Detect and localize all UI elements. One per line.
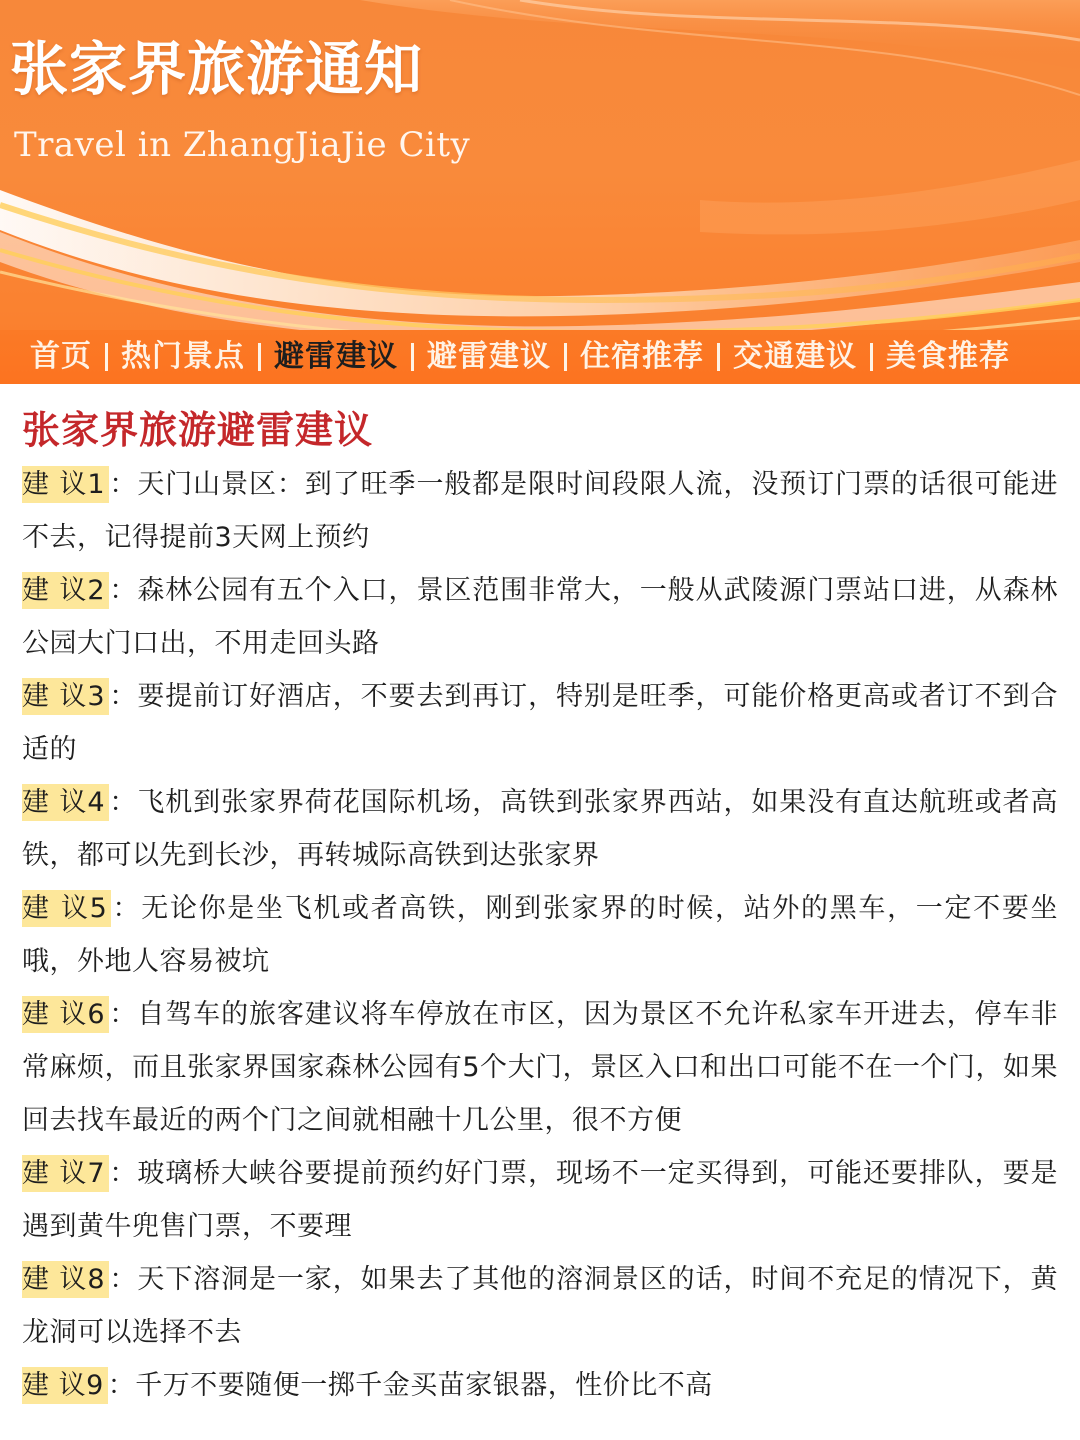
tip-text: 自驾车的旅客建议将车停放在市区，因为景区不允许私家车开进去，停车非常麻烦，而且张家界国家森林公园有5个大门，景区入口和出口可能不在一个门，如果回去找车最近的两个门之间就相融十几公里，很不方便 <box>22 999 1059 1136</box>
nav-divider <box>411 343 414 371</box>
tip-item: 建 议6 ：自驾车的旅客建议将车停放在市区，因为景区不允许私家车开进去，停车非常麻烦，而且张家界国家森林公园有5个大门，景区入口和出口可能不在一个门，如果回去找车最近的两个门之间就相融十几公里，很不方便 <box>22 988 1058 1147</box>
tip-item: 建 议9 ：千万不要随便一掷千金买苗家银器，性价比不高 <box>22 1359 1058 1412</box>
tip-label: 建 议5 <box>22 890 111 927</box>
tip-item: 建 议3 ：要提前订好酒店，不要去到再订，特别是旺季，可能价格更高或者订不到合适的 <box>22 670 1058 776</box>
nav-item-food[interactable]: 美食推荐 <box>886 339 1010 374</box>
tip-label: 建 议4 <box>22 784 109 821</box>
tip-text: 森林公园有五个入口，景区范围非常大，一般从武陵源门票站口进，从森林公园大门口出，不用走回头路 <box>22 575 1059 659</box>
tip-label: 建 议8 <box>22 1261 109 1298</box>
header-banner <box>0 0 1080 384</box>
tip-item: 建 议8 ：天下溶洞是一家，如果去了其他的溶洞景区的话，时间不充足的情况下，黄龙洞可以选择不去 <box>22 1253 1058 1359</box>
nav-item-avoid-tips-active[interactable]: 避雷建议 <box>274 339 398 374</box>
tip-label: 建 议9 <box>22 1367 108 1404</box>
content-area <box>0 384 1080 1440</box>
nav-divider <box>258 343 261 371</box>
tip-label: 建 议6 <box>22 996 109 1033</box>
tips-list <box>22 458 1058 1412</box>
nav-divider <box>564 343 567 371</box>
tip-label: 建 议2 <box>22 572 109 609</box>
nav-item-transport[interactable]: 交通建议 <box>733 339 857 374</box>
page-title: 张家界旅游通知 <box>10 35 424 103</box>
tip-text: 飞机到张家界荷花国际机场，高铁到张家界西站，如果没有直达航班或者高铁，都可以先到长沙，再转城际高铁到达张家界 <box>22 787 1059 871</box>
tip-text: 天下溶洞是一家，如果去了其他的溶洞景区的话，时间不充足的情况下，黄龙洞可以选择不去 <box>22 1264 1059 1348</box>
tip-label: 建 议7 <box>22 1155 109 1192</box>
tip-item: 建 议7 ：玻璃桥大峡谷要提前预约好门票，现场不一定买得到，可能还要排队，要是遇到黄牛兜售门票，不要理 <box>22 1147 1058 1253</box>
page-subtitle: Travel in ZhangJiaJie City <box>14 125 471 165</box>
tip-text: 天门山景区：到了旺季一般都是限时间段限人流，没预订门票的话很可能进不去，记得提前3天网上预约 <box>22 469 1059 553</box>
nav-item-lodging[interactable]: 住宿推荐 <box>580 339 704 374</box>
tip-label: 建 议3 <box>22 678 109 715</box>
nav-divider <box>105 343 108 371</box>
nav-item-home[interactable]: 首页 <box>30 339 92 374</box>
tip-label: 建 议1 <box>22 466 109 503</box>
nav-item-hot-spots[interactable]: 热门景点 <box>121 339 245 374</box>
tip-text: 玻璃桥大峡谷要提前预约好门票，现场不一定买得到，可能还要排队，要是遇到黄牛兜售门票，不要理 <box>22 1158 1059 1242</box>
tip-item: 建 议1 ：天门山景区：到了旺季一般都是限时间段限人流，没预订门票的话很可能进不去，记得提前3天网上预约 <box>22 458 1058 564</box>
section-title: 张家界旅游避雷建议 <box>22 408 374 452</box>
nav-item-avoid-tips[interactable]: 避雷建议 <box>427 339 551 374</box>
tip-item: 建 议4 ：飞机到张家界荷花国际机场，高铁到张家界西站，如果没有直达航班或者高铁，都可以先到长沙，再转城际高铁到达张家界 <box>22 776 1058 882</box>
tip-item: 建 议2 ：森林公园有五个入口，景区范围非常大，一般从武陵源门票站口进，从森林公园大门口出，不用走回头路 <box>22 564 1058 670</box>
tip-text: 要提前订好酒店，不要去到再订，特别是旺季，可能价格更高或者订不到合适的 <box>22 681 1059 765</box>
tip-item: 建 议5 ：无论你是坐飞机或者高铁，刚到张家界的时候，站外的黑车，一定不要坐哦，外地人容易被坑 <box>22 882 1058 988</box>
nav-bar <box>0 330 1080 384</box>
nav-divider <box>717 343 720 371</box>
tip-text: 无论你是坐飞机或者高铁，刚到张家界的时候，站外的黑车，一定不要坐哦，外地人容易被坑 <box>22 893 1059 977</box>
tip-text: 千万不要随便一掷千金买苗家银器，性价比不高 <box>135 1370 713 1401</box>
nav-divider <box>870 343 873 371</box>
